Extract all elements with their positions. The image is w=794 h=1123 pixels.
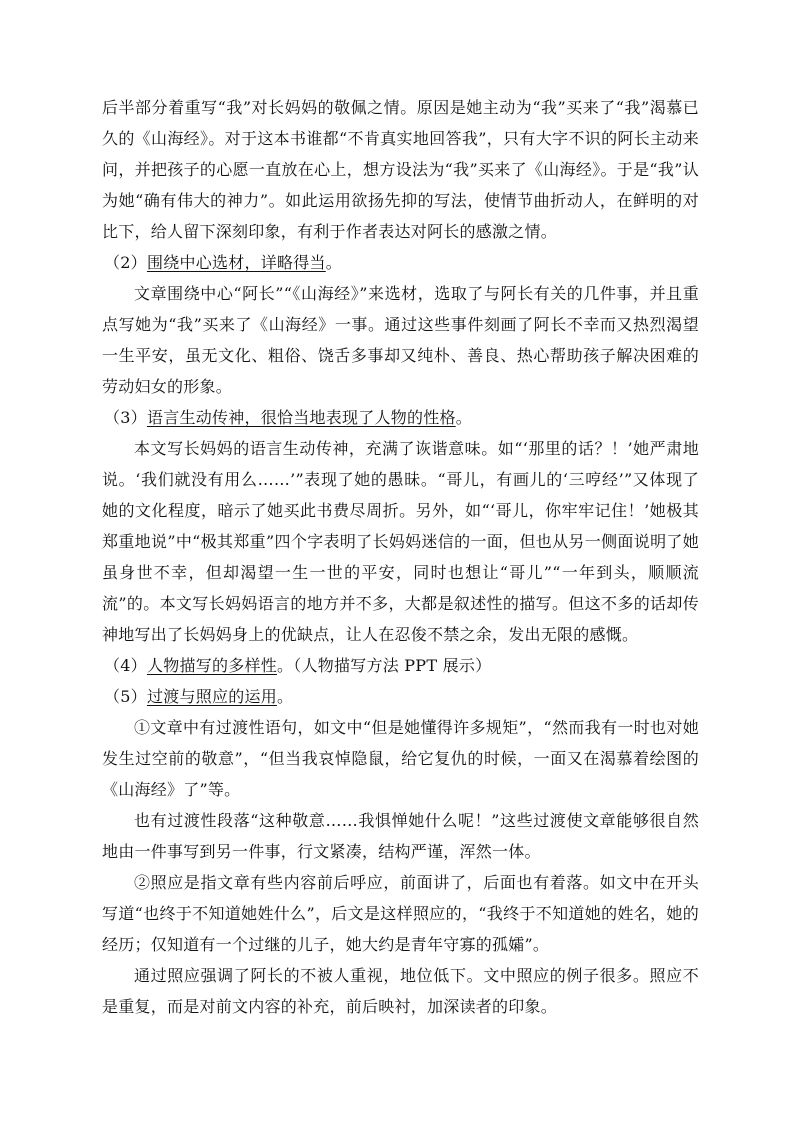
heading-text: 过渡与照应的运用	[146, 687, 277, 706]
heading-number: （4）	[104, 656, 147, 675]
paragraph-vivid-language: 本文写长妈妈的语言生动传神，充满了诙谐意味。如“‘那里的话？！’她严肃地说。‘我们就没有用么……’”表现了她的愚昧。“哥儿，有画儿的‘三哼经’”又体现了她的文化程度，暗示了她买此书费尽周折。另外，如“‘哥儿，你牢牢记住！’她极其郑重地说”中“极其郑重”四个字表明了长妈妈迷信的一面，但也从另一侧面说明了她虽身世不幸，但却渴望一生一世的平安，同时也想让“哥儿”“一年到头，顺顺流流”的。本文写长妈妈语言的地方并不多，大都是叙述性的描写。但这不多的话却传神地写出了长妈妈身上的优缺点，让人在忍俊不禁之余，发出无限的感慨。	[102, 439, 699, 644]
paragraph-contrast-technique: 后半部分着重写“我”对长妈妈的敬佩之情。原因是她主动为“我”买来了“我”渴慕已久的《山海经》。对于这本书谁都“不肯真实地回答我”，只有大字不识的阿长主动来问，并把孩子的心愿一直放在心上，想方设法为“我”买来了《山海经》。于是“我”认为她“确有伟大的神力”。如此运用欲扬先抑的写法，使情节曲折动人，在鲜明的对比下，给人留下深刻印象，有利于作者表达对阿长的感激之情。	[102, 98, 699, 241]
heading-tail: 。	[276, 687, 294, 706]
heading-tail: 。（人物描写方法 PPT 展示）	[276, 656, 492, 675]
heading-number: （5）	[104, 687, 147, 706]
heading-number: （2）	[104, 253, 147, 272]
heading-tail: 。	[325, 253, 342, 272]
paragraph-transition-paragraphs: 也有过渡性段落“这种敬意……我惧惮她什么呢！”这些过渡使文章能够很自然地由一件事写到另一件事，行文紧凑，结构严谨，浑然一体。	[102, 811, 699, 861]
heading-transition-echo	[102, 681, 699, 712]
heading-text: 围绕中心选材，详略得当	[146, 253, 326, 272]
heading-character-description	[102, 650, 699, 681]
heading-text: 人物描写的多样性	[146, 656, 277, 675]
paragraph-echo-effect: 通过照应强调了阿长的不被人重视，地位低下。文中照应的例子很多。照应不是重复，而是对前文内容的补充，前后映衬，加深读者的印象。	[102, 966, 699, 1016]
paragraph-material-selection: 文章围绕中心“阿长”“《山海经》”来选材，选取了与阿长有关的几件事，并且重点写她为“我”买来了《山海经》一事。通过这些事件刻画了阿长不幸而又热烈渴望一生平安，虽无文化、粗俗、饶舌多事却又纯朴、善良、热心帮助孩子解决困难的劳动妇女的形象。	[102, 284, 699, 396]
paragraph-transition-sentences: ①文章中有过渡性语句，如文中“但是她懂得许多规矩”，“然而我有一时也对她发生过空前的敬意”，“但当我哀悼隐鼠，给它复仇的时候，一面又在渴慕着绘图的《山海经》了”等。	[102, 718, 699, 799]
heading-tail: 。	[455, 408, 472, 427]
heading-number: （3）	[104, 408, 147, 427]
heading-text: 语言生动传神，很恰当地表现了人物的性格	[146, 408, 456, 427]
document-body	[102, 92, 699, 1022]
heading-vivid-language	[102, 402, 699, 433]
paragraph-echo: ②照应是指文章有些内容前后呼应，前面讲了，后面也有着落。如文中在开头写道“也终于不知道她姓什么”，后文是这样照应的，“我终于不知道她的姓名，她的经历；仅知道有一个过继的儿子，她大约是青年守寡的孤孀”。	[102, 873, 699, 954]
heading-material-selection	[102, 247, 699, 278]
